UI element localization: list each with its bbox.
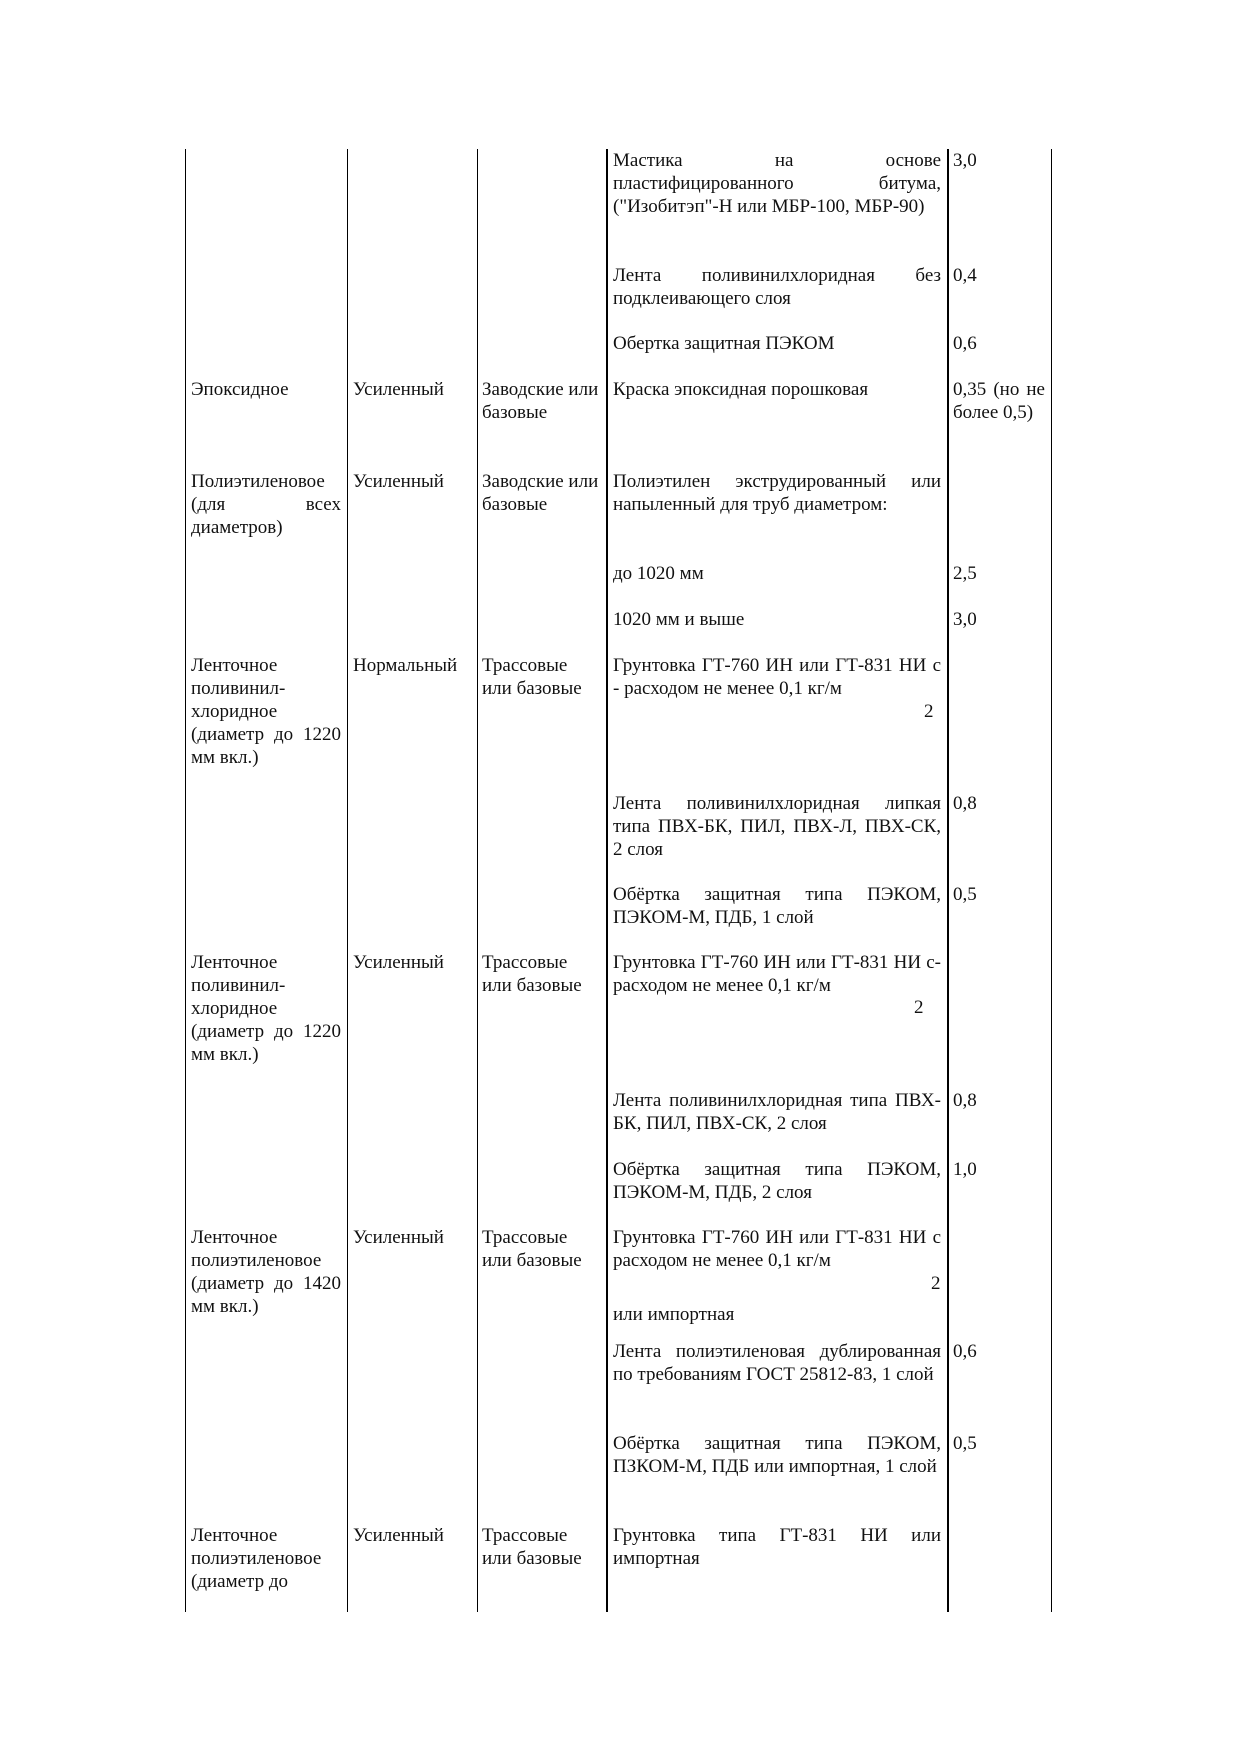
material-cell: Мастика на основе пластифицированного битума, ("Изобитэп"-Н или МБР-100, МБР-90) — [613, 150, 941, 217]
coating-type-cell: Ленточное полиэтиленовое (диаметр до 1420 мм вкл.) — [191, 1227, 341, 1317]
table-rule-left — [185, 149, 186, 1612]
coating-type-cell: Эпоксидное — [191, 379, 289, 400]
superscript-2: 2 — [924, 701, 934, 722]
material-note-cell: или импортная — [613, 1304, 735, 1325]
conditions-cell: Трассовые или базовые — [482, 1227, 582, 1271]
table-rule-right — [1051, 149, 1052, 1612]
material-cell: Грунтовка ГТ-760 ИН или ГТ-831 НИ с- расходом не менее 0,1 кг/м — [613, 952, 941, 996]
material-cell: Грунтовка ГТ-760 ИН или ГТ-831 НИ с - расходом не менее 0,1 кг/м — [613, 655, 941, 699]
material-cell: Лента поливинилхлоридная без подклеивающего слоя — [613, 265, 941, 309]
thickness-cell: 0,8 — [953, 1090, 977, 1111]
thickness-cell: 3,0 — [953, 150, 977, 171]
conditions-cell: Трассовые или базовые — [482, 952, 582, 996]
table-rule-col2 — [347, 149, 348, 1612]
coating-grade-cell: Усиленный — [353, 1525, 444, 1546]
coating-grade-cell: Нормальный — [353, 655, 458, 676]
material-cell: Обёртка защитная типа ПЭКОМ, ПЭКОМ-М, ПДБ, 1 слой — [613, 884, 941, 928]
coating-type-cell: Ленточное полиэтиленовое (диаметр до — [191, 1525, 322, 1592]
material-cell: Краска эпоксидная порошковая — [613, 379, 869, 400]
thickness-cell: 0,5 — [953, 1433, 977, 1454]
thickness-cell: 3,0 — [953, 609, 977, 630]
thickness-cell: 1,0 — [953, 1159, 977, 1180]
thickness-cell: 0,5 — [953, 884, 977, 905]
thickness-cell: 0,6 — [953, 1341, 977, 1362]
material-cell: Полиэтилен экструдированный или напыленный для труб диаметром: — [613, 471, 941, 515]
conditions-cell: Трассовые или базовые — [482, 1525, 582, 1569]
material-cell: до 1020 мм — [613, 563, 704, 584]
material-cell: Лента поливинилхлоридная типа ПВХ-БК, ПИЛ, ПВХ-СК, 2 слоя — [613, 1090, 941, 1134]
material-cell: Обертка защитная ПЭКОМ — [613, 333, 835, 354]
coating-grade-cell: Усиленный — [353, 1227, 444, 1248]
superscript-2: 2 — [914, 997, 924, 1018]
material-cell: Обёртка защитная типа ПЭКОМ, ПЗКОМ-М, ПДБ или импортная, 1 слой — [613, 1433, 941, 1477]
thickness-cell: 0,8 — [953, 793, 977, 814]
thickness-cell: 0,35 (но не более 0,5) — [953, 379, 1045, 423]
thickness-cell: 2,5 — [953, 563, 977, 584]
table-rule-col4 — [606, 149, 608, 1612]
coating-type-cell: Полиэтиленовое (для всех диаметров) — [191, 471, 341, 538]
material-cell: Лента полиэтиленовая дублированная по требованиям ГОСТ 25812-83, 1 слой — [613, 1341, 941, 1385]
thickness-cell: 0,4 — [953, 265, 977, 286]
material-cell: Обёртка защитная типа ПЭКОМ, ПЭКОМ-М, ПДБ, 2 слоя — [613, 1159, 941, 1203]
conditions-cell: Трассовые или базовые — [482, 655, 582, 699]
coating-grade-cell: Усиленный — [353, 952, 444, 973]
material-cell: Лента поливинилхлоридная липкая типа ПВХ-БК, ПИЛ, ПВХ-Л, ПВХ-СК, 2 слоя — [613, 793, 941, 860]
conditions-cell: Заводские или базовые — [482, 471, 599, 515]
table-rule-col5 — [947, 149, 949, 1612]
material-cell: Грунтовка типа ГТ-831 НИ или импортная — [613, 1525, 941, 1569]
coating-type-cell: Ленточное поливинил-хлоридное (диаметр до 1220 мм вкл.) — [191, 655, 341, 768]
coating-grade-cell: Усиленный — [353, 471, 444, 492]
thickness-cell: 0,6 — [953, 333, 977, 354]
superscript-2: 2 — [931, 1273, 941, 1294]
table-rule-col3 — [477, 149, 478, 1612]
material-cell: Грунтовка ГТ-760 ИН или ГТ-831 НИ с расходом не менее 0,1 кг/м — [613, 1227, 941, 1271]
conditions-cell: Заводские или базовые — [482, 379, 599, 423]
material-cell: 1020 мм и выше — [613, 609, 745, 630]
coating-type-cell: Ленточное поливинил-хлоридное (диаметр до 1220 мм вкл.) — [191, 952, 341, 1065]
coating-grade-cell: Усиленный — [353, 379, 444, 400]
